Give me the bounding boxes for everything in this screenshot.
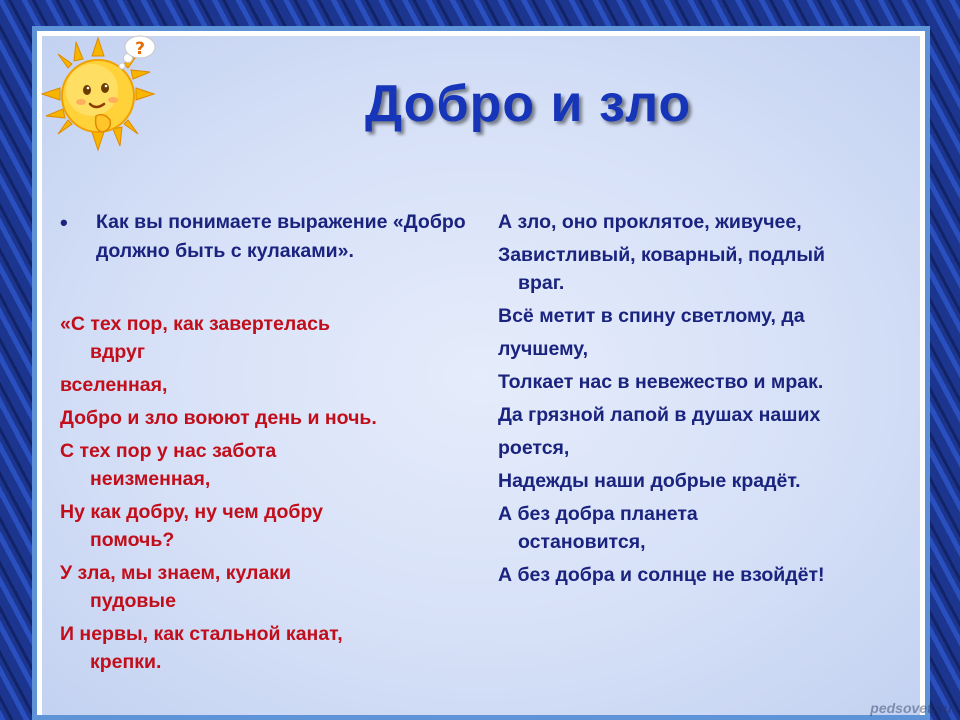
poem-line-text: «С тех пор, как завертелась (60, 313, 330, 335)
poem-line-text: роется, (498, 437, 570, 459)
poem-line-text: С тех пор у нас забота (60, 440, 277, 462)
left-column (60, 208, 470, 681)
poem-line (498, 434, 918, 462)
poem-line-continuation: остановится, (518, 531, 646, 553)
poem-line (498, 401, 918, 429)
poem-line-text: А зло, оно проклятое, живучее, (498, 211, 802, 233)
poem-line-text: вселенная, (60, 374, 168, 396)
poem-line (60, 371, 470, 399)
poem-line (60, 498, 470, 554)
thinking-sun-icon (38, 34, 158, 154)
poem-line-text: Толкает нас в невежество и мрак. (498, 371, 824, 393)
poem-line-text: Да грязной лапой в душах наших (498, 404, 821, 426)
poem-line (60, 620, 470, 676)
poem-line (498, 335, 918, 363)
discussion-question (60, 208, 470, 266)
watermark: pedsovet.su (870, 700, 952, 716)
poem-line-text: А без добра и солнце не взойдёт! (498, 564, 825, 586)
right-column (498, 208, 918, 594)
poem-line (498, 241, 918, 297)
slide-title: Добро и зло (365, 75, 692, 133)
thought-question-mark: ? (135, 39, 145, 59)
poem-line (498, 208, 918, 236)
poem-line-continuation: крепки. (90, 651, 162, 673)
poem-line (60, 404, 470, 432)
poem-line-continuation: вдруг (90, 341, 145, 363)
poem-line-text: У зла, мы знаем, кулаки (60, 562, 292, 584)
poem-line-text: Надежды наши добрые крадёт. (498, 470, 801, 492)
poem-line (498, 500, 918, 556)
poem-line-text: А без добра планета (498, 503, 698, 525)
question-text: Как вы понимаете выражение «Добро должно быть с кулаками». (96, 211, 466, 262)
poem-line (498, 467, 918, 495)
poem-line (498, 368, 918, 396)
poem-line-continuation: пудовые (90, 590, 176, 612)
poem-line (60, 437, 470, 493)
poem-line-text: Завистливый, коварный, подлый (498, 244, 826, 266)
poem-line (498, 561, 918, 589)
poem-right (498, 208, 918, 589)
poem-line (60, 559, 470, 615)
poem-line-continuation: неизменная, (90, 468, 211, 490)
poem-line (498, 302, 918, 330)
poem-line-continuation: враг. (518, 272, 565, 294)
bullet-marker: • (60, 210, 68, 235)
poem-line-text: Всё метит в спину светлому, да (498, 305, 805, 327)
poem-line-text: Ну как добру, ну чем добру (60, 501, 323, 523)
poem-line-text: лучшему, (498, 338, 589, 360)
poem-line-text: И нервы, как стальной канат, (60, 623, 343, 645)
poem-line (60, 310, 470, 366)
poem-left (60, 310, 470, 676)
poem-line-text: Добро и зло воюют день и ночь. (60, 407, 377, 429)
poem-line-continuation: помочь? (90, 529, 175, 551)
